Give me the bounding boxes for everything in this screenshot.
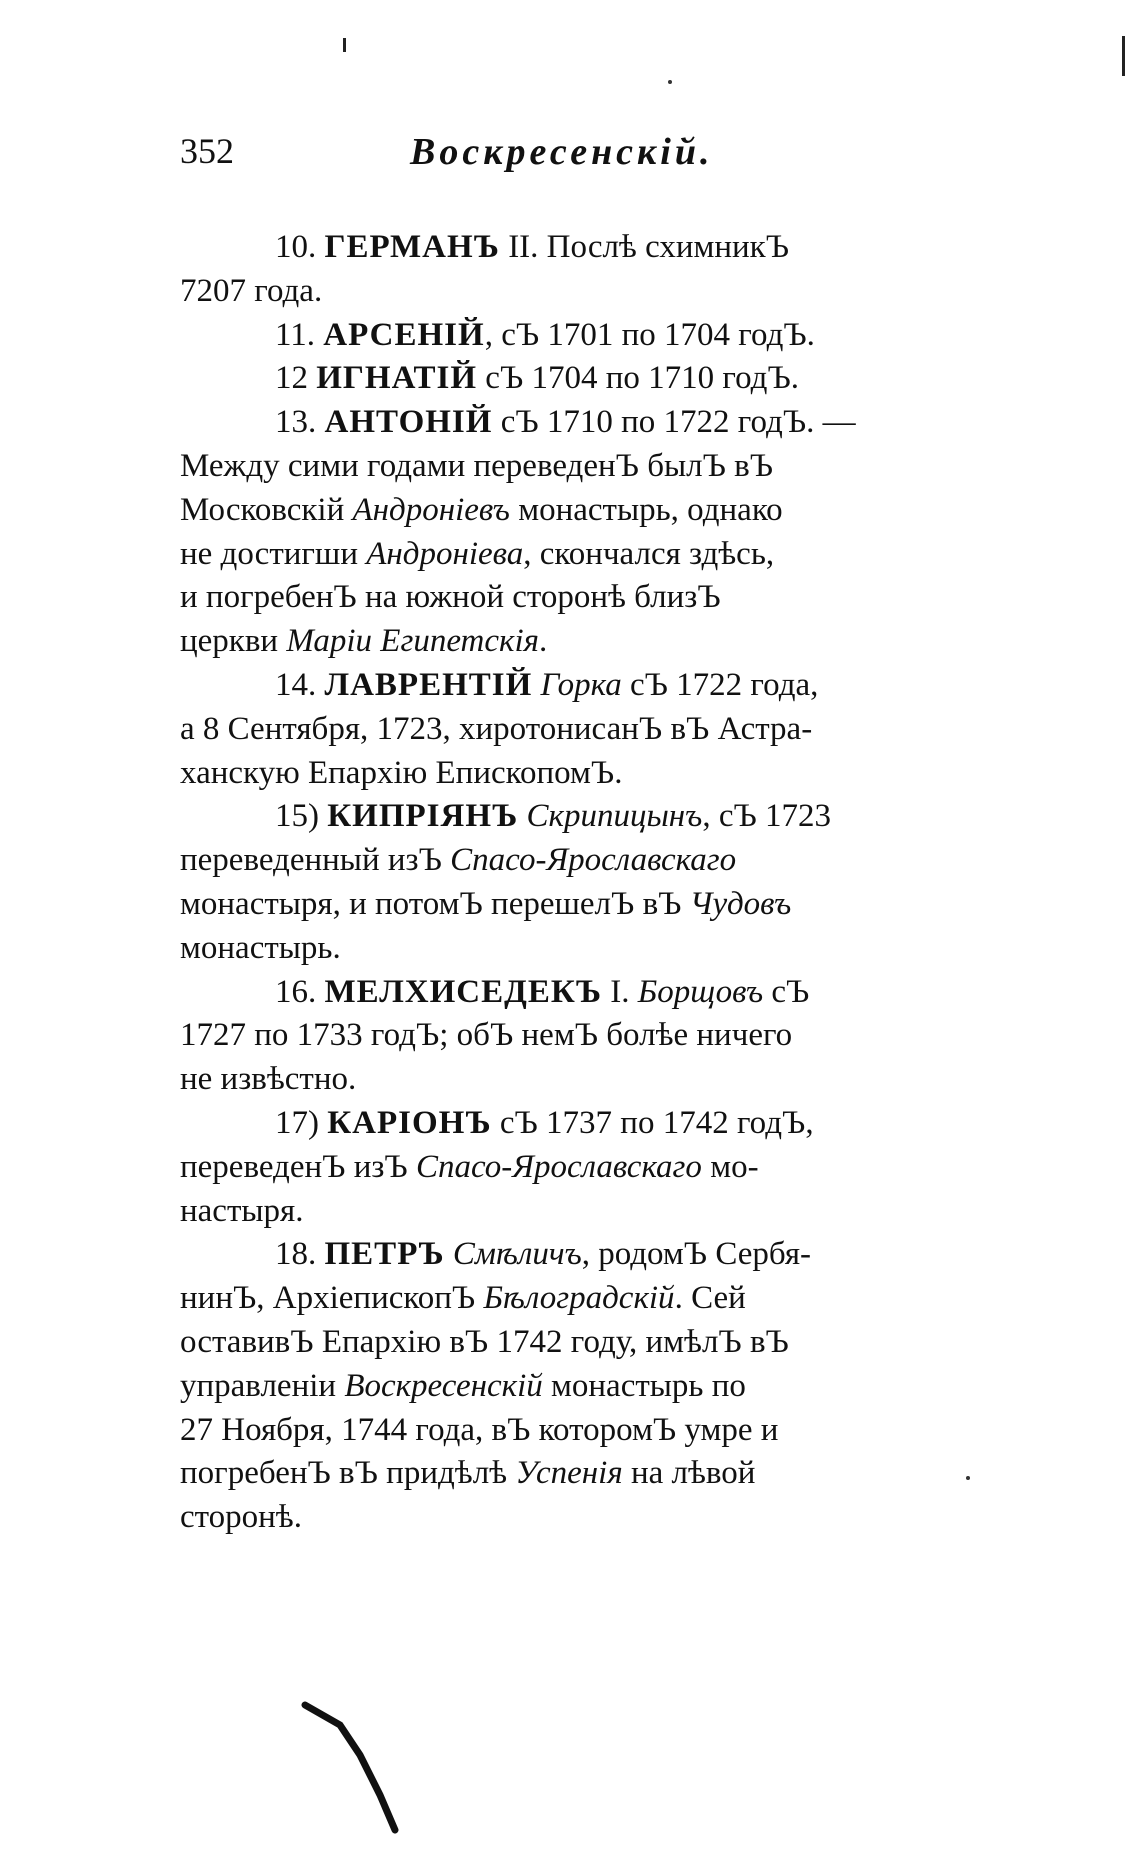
text-run: не извѣстно. [180, 1061, 357, 1098]
text-run: 13. [275, 404, 325, 441]
text-line [180, 533, 1025, 577]
text-line [180, 1365, 1025, 1409]
text-run: 27 Ноября, 1744 года, вЪ которомЪ умре и [180, 1411, 779, 1448]
text-run: церкви [180, 623, 287, 660]
person-name: АРСЕНІЙ [323, 316, 485, 353]
italic-text: Успенія [515, 1455, 623, 1492]
person-name: МЕЛХИСЕДЕКЪ [324, 973, 603, 1010]
italic-text: Маріи Египетскія [286, 623, 539, 660]
text-run: 11. [275, 316, 324, 353]
text-run: , скончался здѣсь, [523, 535, 775, 572]
text-run: на лѣвой [622, 1455, 756, 1492]
running-title: Воскресенскій. [410, 131, 714, 173]
text-line [180, 1146, 1025, 1190]
text-run: 18. [275, 1236, 325, 1273]
text-line [180, 883, 1025, 927]
text-run: переведенный изЪ [180, 842, 451, 879]
text-run: Между сими годами переведенЪ былЪ вЪ [180, 447, 774, 484]
text-run: монастырь, однако [509, 491, 783, 528]
list-item [180, 1102, 1025, 1233]
text-line [180, 1190, 1025, 1234]
person-name: АНТОНІЙ [324, 404, 493, 441]
italic-text: Чудовъ [689, 885, 792, 922]
text-line [180, 357, 1025, 401]
text-line [180, 576, 1025, 620]
text-run: погребенЪ вЪ придѣлѣ [180, 1455, 516, 1492]
text-run: сЪ 1722 года, [621, 666, 819, 703]
text-run: оставивЪ Епархію вЪ 1742 году, имѣлЪ вЪ [180, 1323, 789, 1360]
text-run: I. [602, 973, 638, 1010]
italic-text: Андроніева [366, 535, 524, 572]
text-run: монастырь. [180, 929, 341, 966]
text-run: 10. [275, 229, 325, 265]
text-run [518, 798, 526, 834]
text-run: не достигши [180, 535, 367, 572]
text-line [180, 445, 1025, 489]
text-run: 12 [275, 360, 317, 397]
italic-text: Скрипицынъ [526, 798, 703, 835]
list-item [180, 226, 1025, 314]
text-run: 1727 по 1733 годЪ; обЪ немЪ болѣе ничего [180, 1017, 793, 1054]
text-line [180, 1452, 1025, 1496]
text-run: . Сей [674, 1280, 746, 1317]
text-run: . [538, 623, 548, 660]
italic-text: Горка [540, 666, 622, 703]
person-name: КИПРІЯНЪ [327, 798, 519, 835]
text-run: настыря. [180, 1192, 304, 1229]
italic-text: Борщовъ [637, 973, 764, 1010]
text-line [180, 927, 1025, 971]
text-line [180, 752, 1025, 796]
text-run: 16. [275, 973, 325, 1010]
text-line [180, 1496, 1025, 1540]
text-line [180, 1321, 1025, 1365]
text-run: переведенЪ изЪ [180, 1148, 416, 1185]
text-line [180, 839, 1025, 883]
text-line [180, 226, 1025, 270]
text-line [180, 664, 1025, 708]
text-run: и погребенЪ на южной сторонѣ близЪ [180, 579, 721, 616]
person-name: ИГНАТІЙ [316, 360, 478, 397]
person-name: ГЕРМАНЪ [324, 229, 500, 265]
body-text [180, 226, 1025, 1540]
text-run: мо- [701, 1148, 759, 1185]
text-run: , сЪ 1723 [702, 798, 832, 835]
text-line [180, 1058, 1025, 1102]
person-name: ПЕТРЪ [324, 1236, 445, 1273]
text-run: 7207 года. [180, 272, 323, 309]
list-item [180, 357, 1025, 401]
text-line [180, 620, 1025, 664]
text-run: Московскій [180, 491, 353, 528]
italic-text: Воскресенскій [344, 1367, 543, 1404]
scan-speck [668, 80, 672, 84]
text-line [180, 401, 1025, 445]
scan-mark [1122, 36, 1125, 76]
text-line [180, 270, 1025, 314]
list-item [180, 795, 1025, 970]
text-run: сЪ 1737 по 1742 годЪ, [491, 1104, 814, 1141]
text-line [180, 1233, 1025, 1277]
text-run: 17) [275, 1104, 328, 1141]
text-run: сЪ 1704 по 1710 годЪ. [477, 360, 800, 397]
text-run: управленіи [180, 1367, 345, 1404]
text-line [180, 795, 1025, 839]
text-line [180, 1102, 1025, 1146]
text-run [445, 1236, 453, 1272]
page-header [180, 130, 980, 190]
italic-text: Спасо-Ярославскаго [415, 1148, 702, 1185]
text-run: 15) [275, 798, 328, 835]
text-line [180, 1014, 1025, 1058]
list-item [180, 1233, 1025, 1540]
text-run: сторонѣ. [180, 1499, 302, 1536]
person-name: КАРІОНЪ [327, 1104, 492, 1141]
text-line [180, 971, 1025, 1015]
text-line [180, 489, 1025, 533]
scan-smudge [300, 1700, 440, 1840]
scan-speck [966, 1476, 970, 1480]
italic-text: Бѣлоградскій [483, 1280, 675, 1317]
list-item [180, 971, 1025, 1102]
text-run [532, 667, 540, 703]
italic-text: Смѣличъ [452, 1236, 582, 1273]
text-run: сЪ 1710 по 1722 годЪ. — [492, 404, 856, 441]
text-run: а 8 Сентября, 1723, хиротонисанЪ вЪ Астра- [180, 710, 813, 747]
text-run: 14. [275, 666, 325, 703]
text-line [180, 708, 1025, 752]
text-line [180, 1409, 1025, 1453]
text-run: монастыря, и потомЪ перешелЪ вЪ [180, 885, 690, 922]
list-item [180, 664, 1025, 795]
text-line [180, 314, 1025, 358]
italic-text: Спасо-Ярославскаго [450, 842, 737, 879]
text-run: II. Послѣ схимникЪ [499, 229, 790, 265]
list-item [180, 314, 1025, 358]
text-run: сЪ [763, 973, 810, 1010]
person-name: ЛАВРЕНТІЙ [324, 666, 533, 703]
text-run: ханскую Епархію ЕпископомЪ. [180, 754, 623, 791]
text-line [180, 1277, 1025, 1321]
text-run: монастырь по [542, 1367, 746, 1404]
list-item [180, 401, 1025, 664]
page-number: 352 [180, 131, 234, 171]
text-run: , сЪ 1701 по 1704 годЪ. [484, 316, 815, 353]
text-run: нинЪ, АрхіепископЪ [180, 1280, 484, 1317]
italic-text: Андроніевъ [352, 491, 510, 528]
scan-mark [343, 38, 346, 52]
text-run: , родомЪ Сербя- [581, 1236, 812, 1273]
